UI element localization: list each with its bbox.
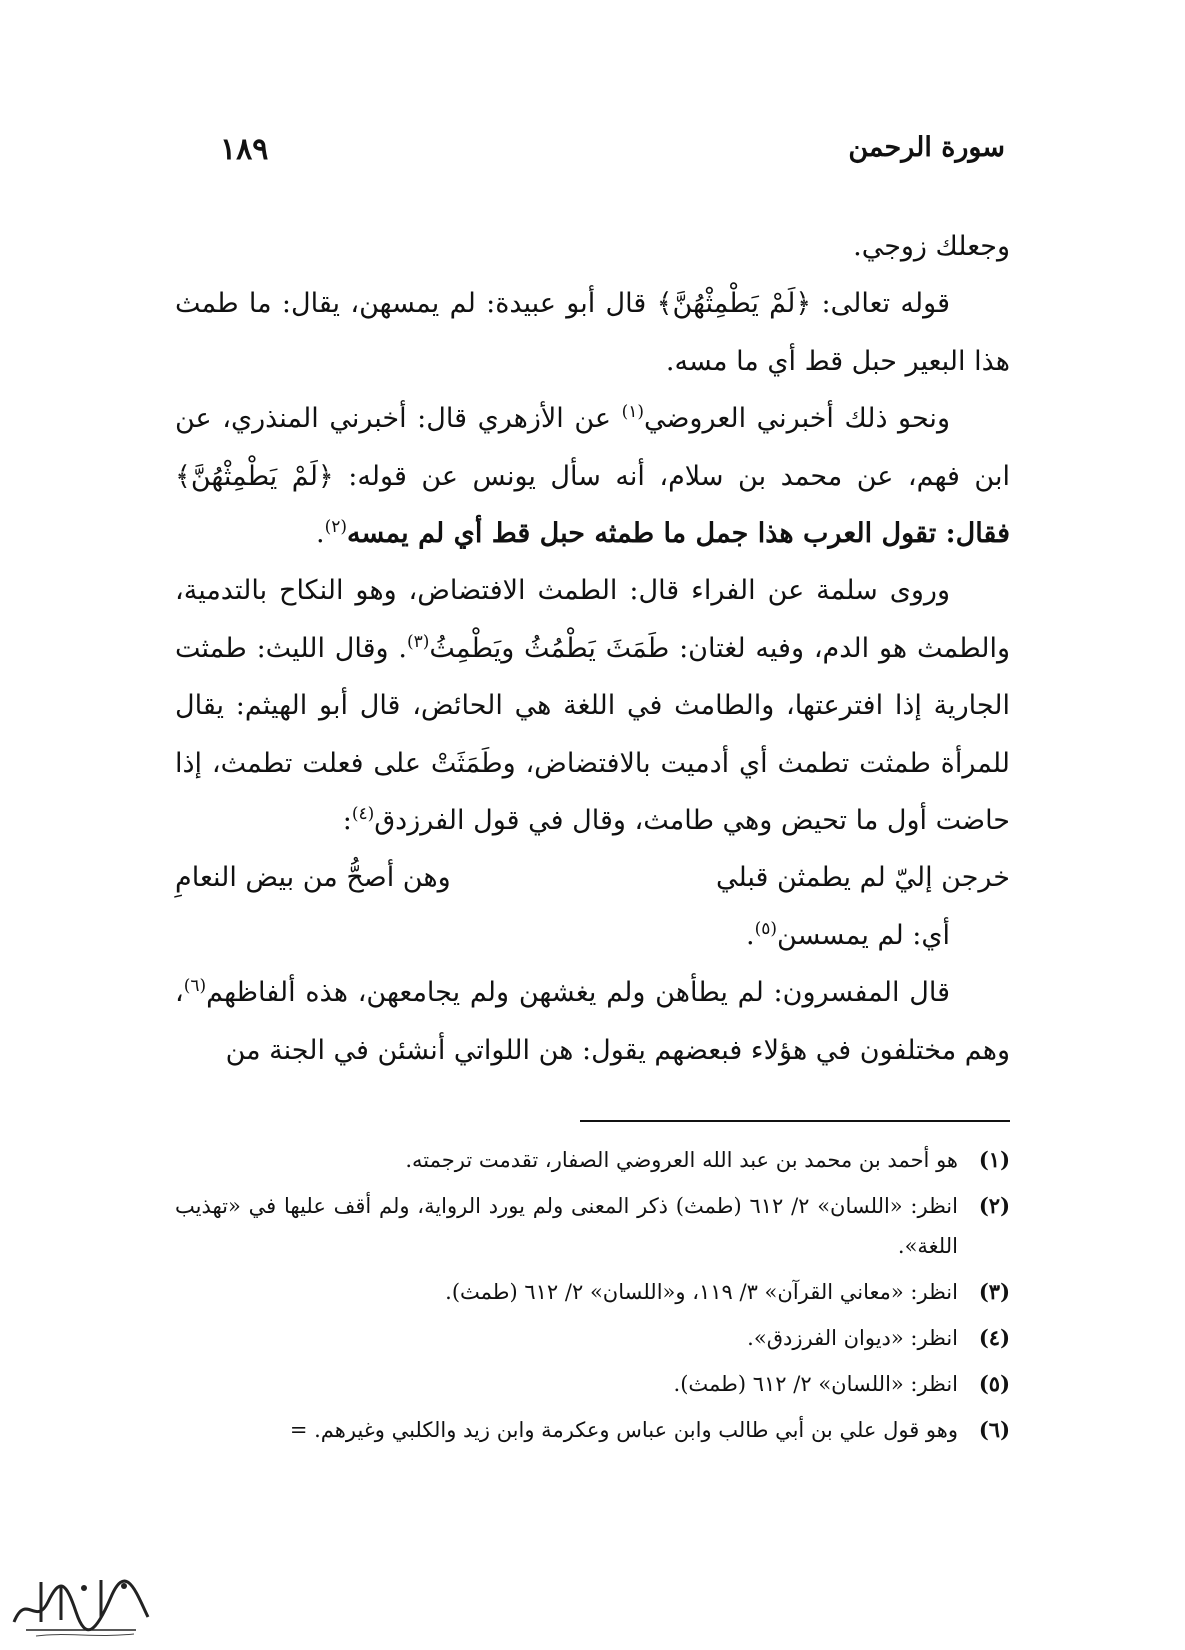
footnote-text: هو أحمد بن محمد بن عبد الله العروضي الصفار، تقدمت ترجمته. bbox=[405, 1148, 958, 1172]
footnote-number: (٦) bbox=[978, 1417, 1010, 1442]
footnote-text: انظر: «اللسان» ٢/ ٦١٢ (طمث) ذكر المعنى ولم يورد الرواية، ولم أقف عليها في «تهذيب اللغة». bbox=[175, 1194, 958, 1258]
footnote-number: (٢) bbox=[978, 1193, 1010, 1218]
footnote-number: (٥) bbox=[978, 1371, 1010, 1396]
footnote-number: (٣) bbox=[978, 1279, 1010, 1304]
page-number: ١٨٩ bbox=[220, 132, 269, 167]
paragraph-1: وجعلك زوجي. bbox=[853, 231, 1010, 262]
footnote-number: (٤) bbox=[978, 1325, 1010, 1350]
page-header bbox=[180, 132, 1005, 182]
paragraph-5: أي: لم يمسسن$^{(٥)}$. bbox=[746, 918, 950, 951]
footnote-ref-4[interactable]: (٤) bbox=[351, 804, 375, 825]
footnote-1 bbox=[175, 1140, 1010, 1180]
footnote-5 bbox=[175, 1364, 1010, 1404]
footnote-number: (١) bbox=[978, 1147, 1010, 1172]
footnote-6 bbox=[175, 1410, 1010, 1450]
paragraph-3: ونحو ذلك أخبرني العروضي$^{(١)}$ عن الأزهري قال: أخبرني المنذري، عن ابن فهم، عن محمد بن سلام، أنه سأل يونس عن قوله: ﴿لَمْ يَطْمِثْهُنَّ﴾ فقال: تقول العرب هذا جمل ما طمثه حبل قط أي لم يمسه$^{(٢)}$. bbox=[175, 402, 1010, 550]
paragraph-6: قال المفسرون: لم يطأهن ولم يغشهن ولم يجامعهن، هذه ألفاظهم$^{(٦)}$، وهم مختلفون في هؤلاء فبعضهم يقول: هن اللواتي أنشئن في الجنة من bbox=[175, 976, 1010, 1066]
footnote-4 bbox=[175, 1318, 1010, 1358]
footnote-2 bbox=[175, 1186, 1010, 1266]
poem-second-hemistich: وهن أصحُّ من بيض النعامِ bbox=[175, 862, 451, 894]
quran-quote: ﴿لَمْ يَطْمِثْهُنَّ﴾ bbox=[175, 460, 334, 492]
footnote-ref-2[interactable]: (٢) bbox=[324, 517, 347, 538]
footnote-text: انظر: «ديوان الفرزدق». bbox=[747, 1326, 958, 1350]
footnote-ref-1[interactable]: (١) bbox=[621, 402, 644, 423]
main-text bbox=[175, 218, 1010, 1079]
quran-quote: ﴿لَمْ يَطْمِثْهُنَّ﴾ bbox=[656, 288, 812, 320]
paragraph-4: وروى سلمة عن الفراء قال: الطمث الافتضاض، وهو النكاح بالتدمية، والطمث هو الدم، وفيه لغتان: طَمَثَ يَطْمُثُ ويَطْمِثُ$^{(٣)}$. وقال الليث: طمثت الجارية إذا افترعتها، والطامث في اللغة هي الحائض، قال أبو الهيثم: يقال للمرأة طمثت تطمث أي أدميت بالافتضاض، وطَمَثَتْ على فعلت تطمث، إذا حاضت أول ما تحيض وهي طامث، وقال في قول الفرزدق$^{(٤)}$: bbox=[175, 575, 1010, 837]
footnote-text: انظر: «معاني القرآن» ٣/ ١١٩، و«اللسان» ٢/ ٦١٢ (طمث). bbox=[445, 1280, 958, 1304]
calligraphy-logo-icon bbox=[6, 1572, 156, 1642]
footnote-ref-3[interactable]: (٣) bbox=[407, 631, 430, 652]
footnote-3 bbox=[175, 1272, 1010, 1312]
footnote-text: انظر: «اللسان» ٢/ ٦١٢ (طمث). bbox=[673, 1372, 958, 1396]
poem-first-hemistich: خرجن إليّ لم يطمثن قبلي bbox=[715, 862, 1010, 894]
calligraphy-watermark-logo bbox=[6, 1572, 156, 1642]
surah-title: سورة الرحمن bbox=[848, 132, 1005, 163]
paragraph-2: قوله تعالى: ﴿لَمْ يَطْمِثْهُنَّ﴾ قال أبو عبيدة: لم يمسهن، يقال: ما طمث هذا البعير حبل قط أي ما مسه. bbox=[175, 288, 1010, 377]
footnote-text: وهو قول علي بن أبي طالب وابن عباس وعكرمة وابن زيد والكلبي وغيرهم. = bbox=[289, 1418, 958, 1442]
footnote-ref-6[interactable]: (٦) bbox=[183, 976, 207, 997]
footnote-ref-5[interactable]: (٥) bbox=[754, 918, 778, 939]
footnote-divider bbox=[580, 1120, 1010, 1122]
footnotes bbox=[175, 1140, 1010, 1456]
poem-verse bbox=[175, 849, 1010, 906]
